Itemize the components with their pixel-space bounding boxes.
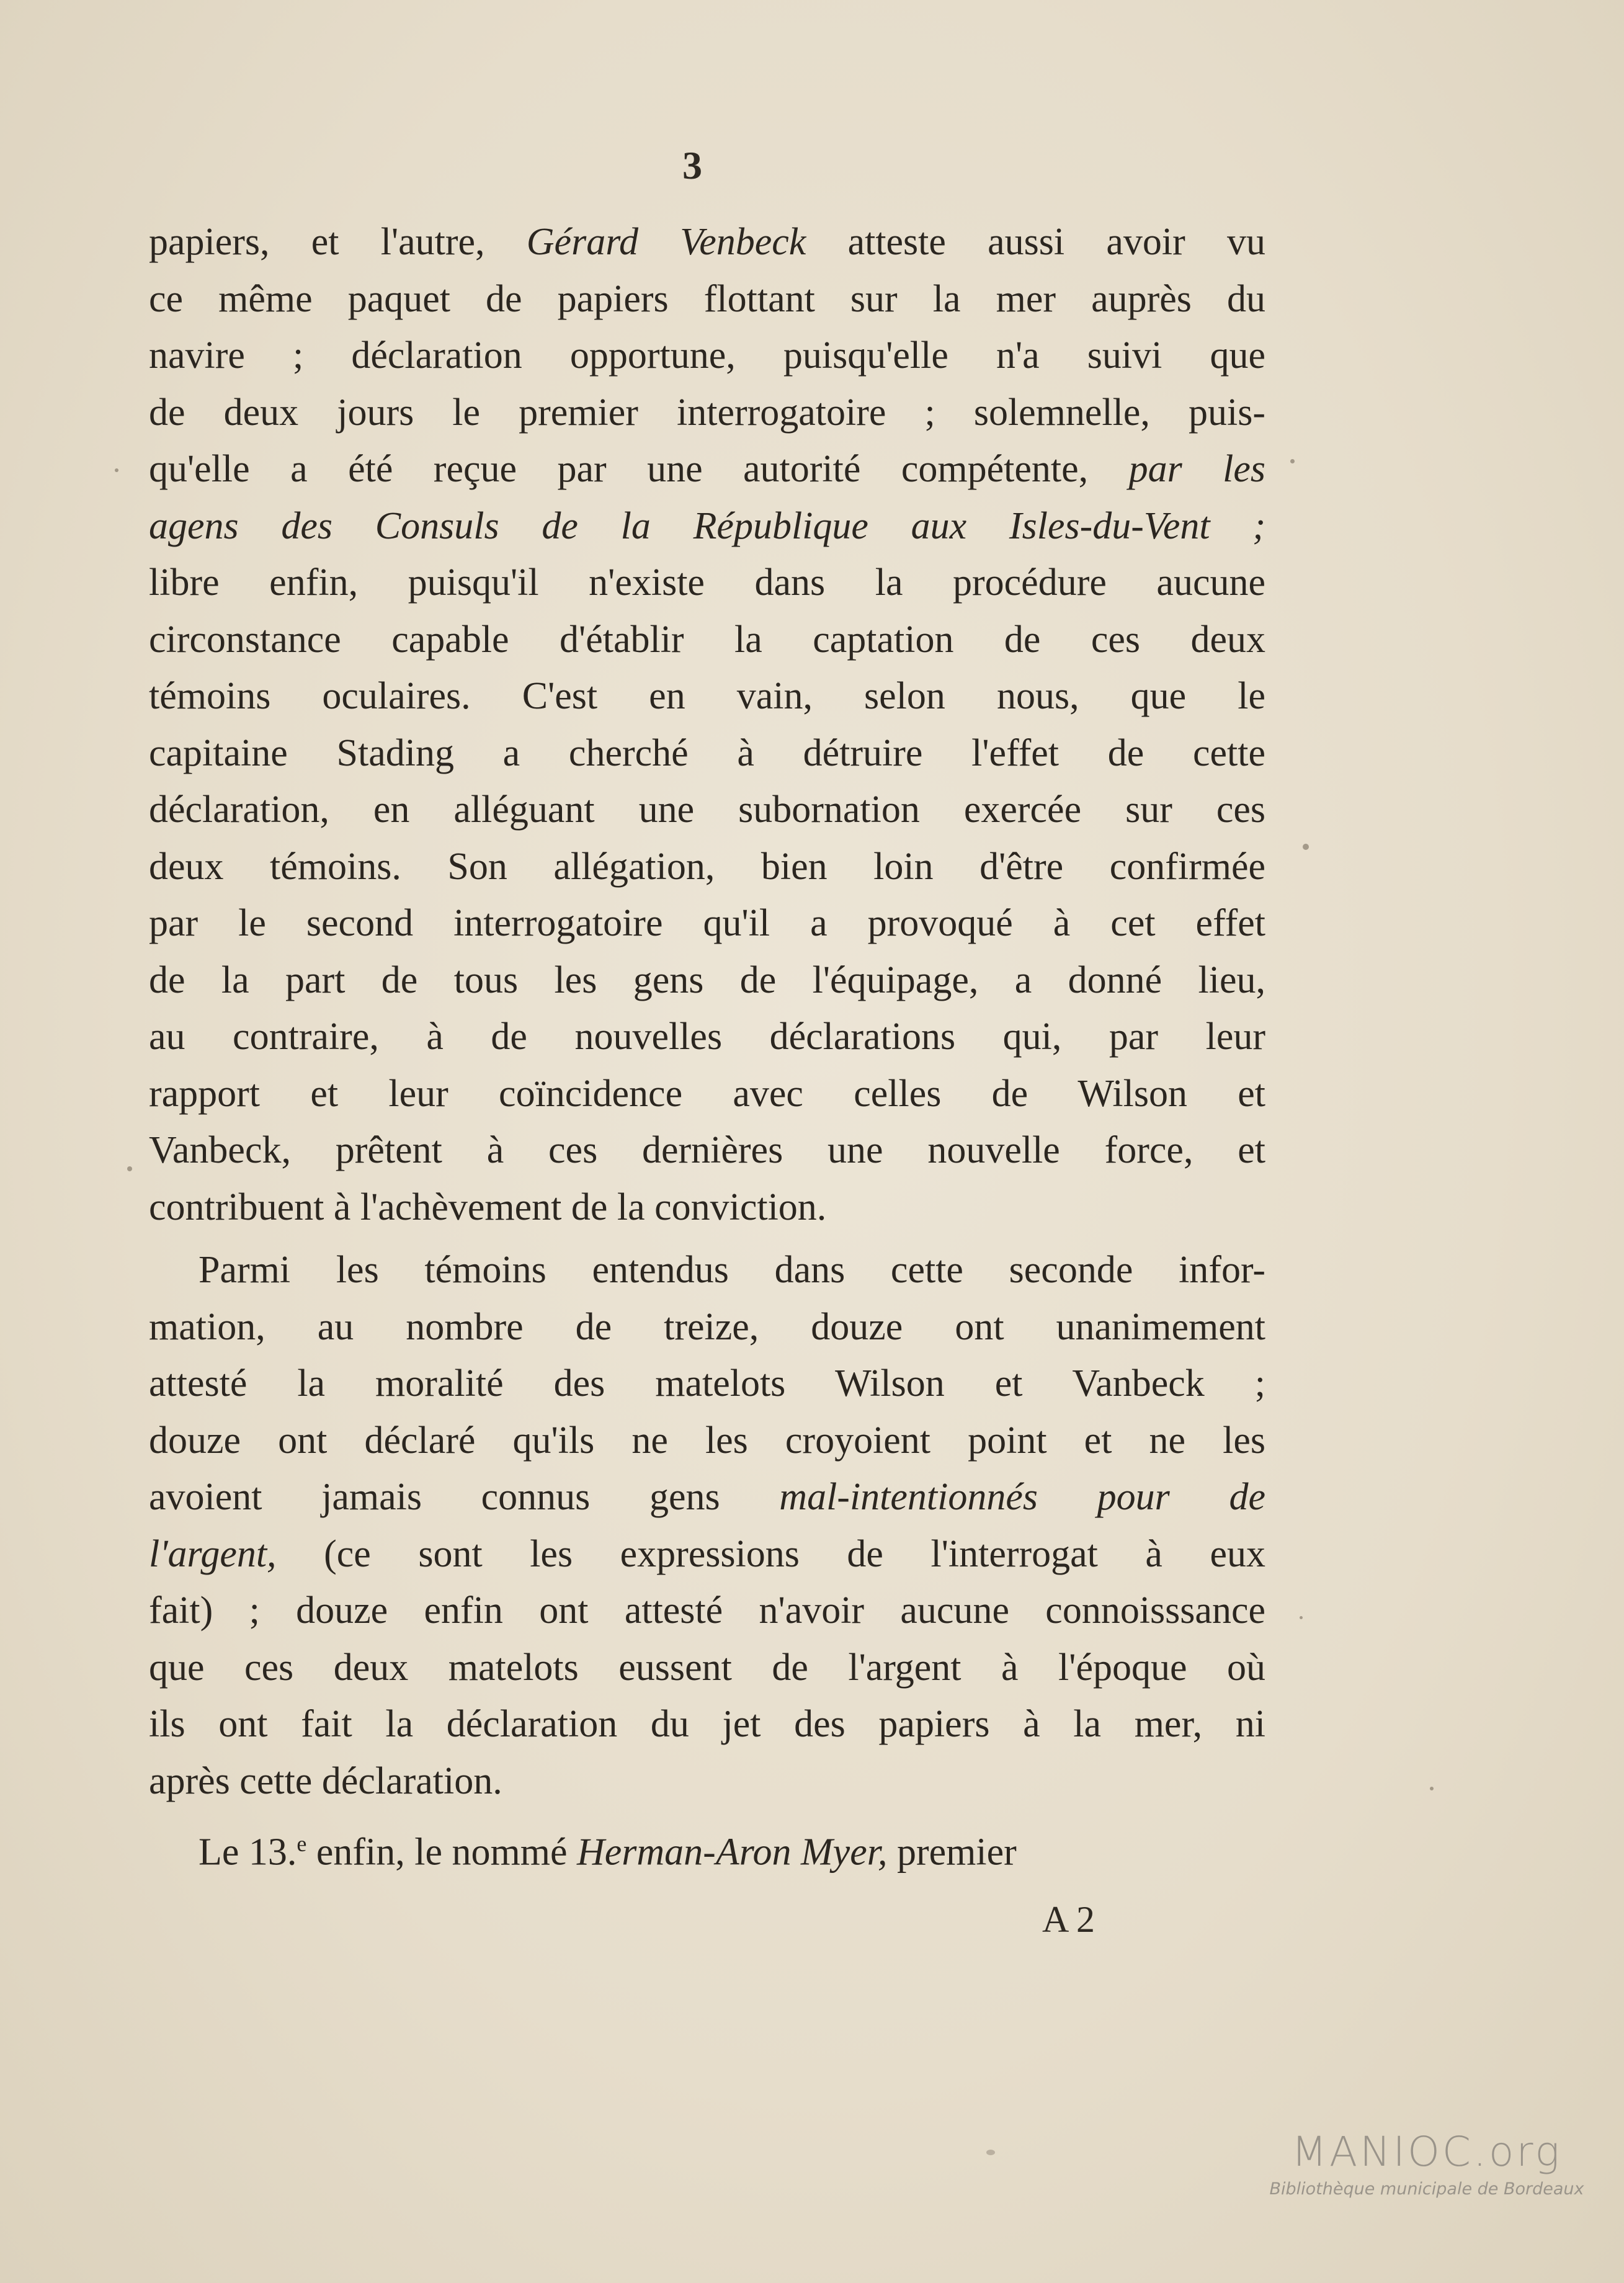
text-line: déclaration, en alléguant une subornation exercée sur ces (149, 789, 1265, 831)
text-line: mation, au nombre de treize, douze ont unanimement (149, 1305, 1265, 1348)
text-line: au contraire, à de nouvelles déclarations qui, par leur (149, 1016, 1265, 1058)
text-line: rapport et leur coïncidence avec celles de Wilson et (149, 1072, 1265, 1115)
text-line: avoient jamais connus gens mal-intentionnés pour de (149, 1476, 1265, 1518)
text-line: Le 13.$^e$ enfin, le nommé Herman-Aron Myer, premier (199, 1831, 1017, 1873)
text-line: navire ; déclaration opportune, puisqu'elle n'a suivi que (149, 334, 1265, 377)
italic-text: agens des Consuls de la République aux Isles-du-Vent ; (149, 504, 1265, 547)
signature-mark: A 2 (1042, 1899, 1095, 1940)
text-line: ils ont fait la déclaration du jet des papiers à la mer, ni (149, 1703, 1265, 1745)
text-line: l'argent, (ce sont les expressions de l'interrogat à eux (149, 1532, 1265, 1575)
italic-text: l'argent, (149, 1532, 277, 1575)
paragraph (149, 214, 1265, 1236)
watermark-subtitle: Bibliothèque municipale de Bordeaux (1269, 2179, 1584, 2199)
text-line: ce même paquet de papiers flottant sur la mer auprès du (149, 277, 1265, 320)
watermark-logo: MANIOC.org (1292, 2128, 1562, 2176)
text-line: Vanbeck, prêtent à ces dernières une nouvelle force, et (149, 1129, 1265, 1171)
text-line: qu'elle a été reçue par une autorité compétente, par les (149, 448, 1265, 490)
text-line: circonstance capable d'établir la captation de ces deux (149, 618, 1265, 661)
text-line: de deux jours le premier interrogatoire ; solemnelle, puis- (149, 391, 1265, 434)
text-line: douze ont déclaré qu'ils ne les croyoient point et ne les (149, 1419, 1265, 1462)
watermark (1259, 2128, 1594, 2199)
text-line: libre enfin, puisqu'il n'existe dans la procédure aucune (149, 561, 1265, 604)
text-line: fait) ; douze enfin ont attesté n'avoir aucune connoisssance (149, 1589, 1265, 1632)
text-line: après cette déclaration. (149, 1759, 502, 1802)
text-line: papiers, et l'autre, Gérard Venbeck atteste aussi avoir vu (149, 221, 1265, 263)
text-line: témoins oculaires. C'est en vain, selon nous, que le (149, 675, 1265, 717)
text-line: attesté la moralité des matelots Wilson et Vanbeck ; (149, 1362, 1265, 1405)
paragraph (149, 1242, 1265, 1810)
text-line: capitaine Stading a cherché à détruire l'effet de cette (149, 731, 1265, 774)
text-line: de la part de tous les gens de l'équipage, a donné lieu, (149, 958, 1265, 1001)
text-line (149, 498, 1265, 555)
superscript: e (297, 1831, 307, 1856)
body-text (149, 214, 1265, 1873)
text-line: par le second interrogatoire qu'il a provoqué à cet effet (149, 902, 1265, 944)
text-line: Parmi les témoins entendus dans cette seconde infor- (199, 1249, 1265, 1291)
italic-text: Gérard Venbeck (526, 221, 806, 263)
paragraph (149, 1816, 1265, 1873)
italic-text: mal-intentionnés pour de (779, 1476, 1265, 1518)
italic-text: Herman-Aron Myer, (576, 1831, 888, 1873)
text-line: que ces deux matelots eussent de l'argent à l'époque où (149, 1646, 1265, 1689)
page-number: 3 (682, 143, 702, 187)
text-line: contribuent à l'achèvement de la conviction. (149, 1186, 827, 1228)
italic-text: par les (1128, 448, 1265, 490)
text-line: deux témoins. Son allégation, bien loin d'être confirmée (149, 845, 1265, 888)
